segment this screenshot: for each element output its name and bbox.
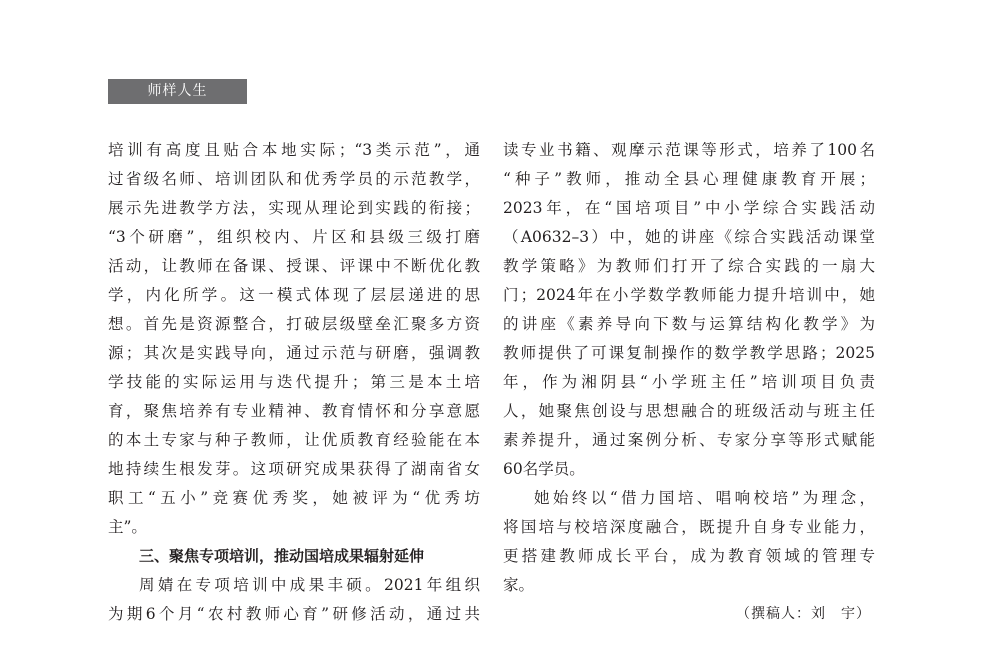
body-line: 她始终以“借力国培、唱响校培”为理念， [534, 489, 875, 507]
body-line: 读专业书籍、观摩示范课等形式，培养了100名 [503, 141, 875, 159]
body-line: 的讲座《素养导向下数与运算结构化教学》为 [503, 315, 875, 333]
body-line: 将国培与校培深度融合，既提升自身专业能力， [503, 518, 875, 536]
author-credit: （撰稿人：刘 宇） [736, 606, 871, 622]
body-line: 为期6个月“农村教师心育”研修活动，通过共 [108, 605, 480, 623]
body-line: 学，内化所学。这一模式体现了层层递进的思 [108, 286, 480, 304]
body-line: 主”。 [108, 518, 147, 536]
body-line: 育，聚焦培养有专业精神、教育情怀和分享意愿 [108, 402, 480, 420]
body-line: 周婧在专项培训中成果丰硕。2021年组织 [139, 576, 480, 594]
body-line: 年，作为湘阴县“小学班主任”培训项目负责 [503, 373, 875, 391]
section-tag: 师样人生 [108, 79, 247, 104]
body-line: 过省级名师、培训团队和优秀学员的示范教学， [108, 170, 480, 188]
left-column [108, 136, 480, 629]
right-column [503, 136, 875, 629]
body-line: 想。首先是资源整合，打破层级壁垒汇聚多方资 [108, 315, 480, 333]
body-line: 学技能的实际运用与迭代提升；第三是本土培 [108, 373, 480, 391]
body-line: 培训有高度且贴合本地实际；“3类示范”，通 [108, 141, 480, 159]
body-line: “种子”教师，推动全县心理健康教育开展； [503, 170, 875, 188]
body-line: （A0632–3）中，她的讲座《综合实践活动课堂 [503, 228, 875, 246]
body-line: 教师提供了可课复制操作的数学教学思路；2025 [503, 344, 875, 362]
body-line: 素养提升，通过案例分析、专家分享等形式赋能 [503, 431, 875, 449]
body-line: 展示先进教学方法，实现从理论到实践的衔接； [108, 199, 480, 217]
body-line: 地持续生根发芽。这项研究成果获得了湖南省女 [108, 460, 480, 478]
body-line: 60名学员。 [503, 460, 585, 478]
body-line: 家。 [503, 576, 535, 594]
body-line: 更搭建教师成长平台，成为教育领域的管理专 [503, 547, 875, 565]
body-line: 源；其次是实践导向，通过示范与研磨，强调教 [108, 344, 480, 362]
body-line: 教学策略》为教师们打开了综合实践的一扇大 [503, 257, 875, 275]
body-line: 的本土专家与种子教师，让优质教育经验能在本 [108, 431, 480, 449]
body-line: 活动，让教师在备课、授课、评课中不断优化教 [108, 257, 480, 275]
body-line: 2023年，在“国培项目”中小学综合实践活动 [503, 199, 875, 217]
body-line: 职工“五小”竞赛优秀奖，她被评为“优秀坊 [108, 489, 480, 507]
body-line: “3个研磨”，组织校内、片区和县级三级打磨 [108, 228, 480, 246]
body-line: 门；2024年在小学数学教师能力提升培训中，她 [503, 286, 875, 304]
body-line: 人，她聚焦创设与思想融合的班级活动与班主任 [503, 402, 875, 420]
section-heading: 三、聚焦专项培训，推动国培成果辐射延伸 [139, 547, 425, 565]
